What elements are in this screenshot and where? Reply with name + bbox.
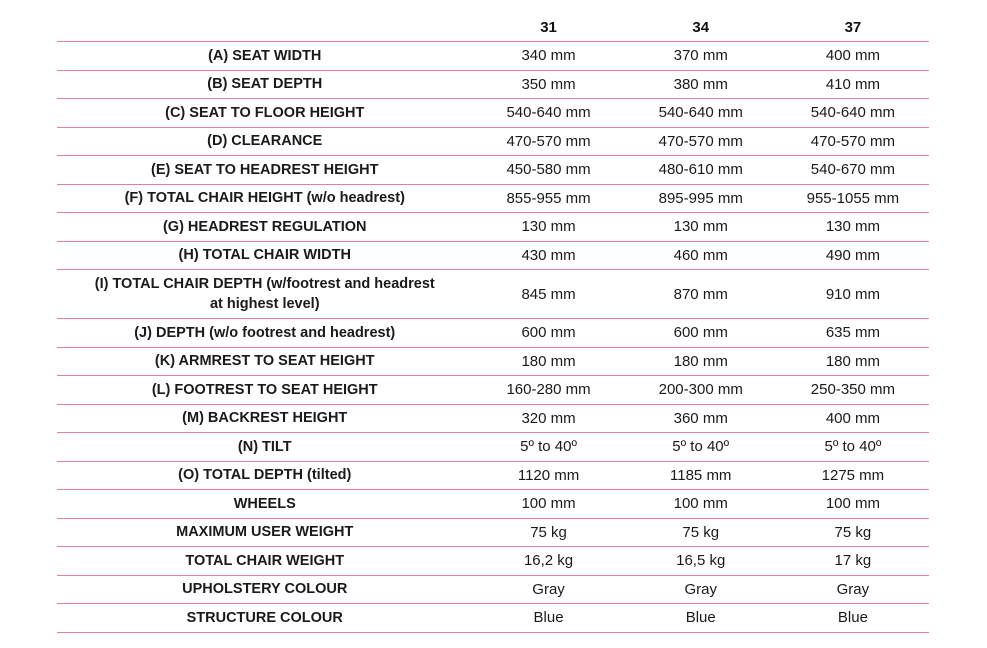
value-size-34: 470-570 mm <box>625 127 777 156</box>
row-label: (G) HEADREST REGULATION <box>57 213 472 242</box>
value-size-31: 470-570 mm <box>472 127 624 156</box>
row-label: STRUCTURE COLOUR <box>57 604 472 633</box>
value-size-37: 955-1055 mm <box>777 184 929 213</box>
row-label: (L) FOOTREST TO SEAT HEIGHT <box>57 376 472 405</box>
value-size-37: 635 mm <box>777 319 929 348</box>
table-row <box>57 575 929 604</box>
table-row <box>57 270 929 319</box>
value-size-34: 180 mm <box>625 347 777 376</box>
value-size-37: 400 mm <box>777 404 929 433</box>
table-row <box>57 319 929 348</box>
value-size-31: 180 mm <box>472 347 624 376</box>
value-size-37: 5º to 40º <box>777 433 929 462</box>
value-size-34: 895-995 mm <box>625 184 777 213</box>
value-size-37: Blue <box>777 604 929 633</box>
value-size-34: 360 mm <box>625 404 777 433</box>
value-size-34: 380 mm <box>625 70 777 99</box>
row-label: TOTAL CHAIR WEIGHT <box>57 547 472 576</box>
table-row <box>57 547 929 576</box>
value-size-34: 460 mm <box>625 241 777 270</box>
table-row <box>57 156 929 185</box>
table-row <box>57 604 929 633</box>
row-label: (E) SEAT TO HEADREST HEIGHT <box>57 156 472 185</box>
value-size-34: 1185 mm <box>625 461 777 490</box>
value-size-31: 75 kg <box>472 518 624 547</box>
row-label: (H) TOTAL CHAIR WIDTH <box>57 241 472 270</box>
row-label: WHEELS <box>57 490 472 519</box>
row-label: (A) SEAT WIDTH <box>57 42 472 71</box>
row-label: (J) DEPTH (w/o footrest and headrest) <box>57 319 472 348</box>
value-size-31: 430 mm <box>472 241 624 270</box>
value-size-31: 855-955 mm <box>472 184 624 213</box>
value-size-37: 400 mm <box>777 42 929 71</box>
row-label: (B) SEAT DEPTH <box>57 70 472 99</box>
value-size-34: 5º to 40º <box>625 433 777 462</box>
table-row <box>57 433 929 462</box>
spec-body <box>57 42 929 633</box>
value-size-37: 75 kg <box>777 518 929 547</box>
value-size-37: 410 mm <box>777 70 929 99</box>
value-size-31: 320 mm <box>472 404 624 433</box>
value-size-31: Gray <box>472 575 624 604</box>
value-size-31: 160-280 mm <box>472 376 624 405</box>
row-label: (M) BACKREST HEIGHT <box>57 404 472 433</box>
value-size-37: Gray <box>777 575 929 604</box>
header-row <box>57 14 929 42</box>
table-row <box>57 347 929 376</box>
table-row <box>57 184 929 213</box>
row-label: UPHOLSTERY COLOUR <box>57 575 472 604</box>
table-row <box>57 99 929 128</box>
value-size-34: 75 kg <box>625 518 777 547</box>
table-row <box>57 461 929 490</box>
table-row <box>57 404 929 433</box>
table-row <box>57 490 929 519</box>
value-size-31: 1120 mm <box>472 461 624 490</box>
value-size-34: 370 mm <box>625 42 777 71</box>
value-size-31: 5º to 40º <box>472 433 624 462</box>
table-row <box>57 70 929 99</box>
row-label: (C) SEAT TO FLOOR HEIGHT <box>57 99 472 128</box>
row-label: MAXIMUM USER WEIGHT <box>57 518 472 547</box>
value-size-37: 180 mm <box>777 347 929 376</box>
table-row <box>57 518 929 547</box>
value-size-31: 130 mm <box>472 213 624 242</box>
row-label: (D) CLEARANCE <box>57 127 472 156</box>
value-size-37: 100 mm <box>777 490 929 519</box>
value-size-34: 200-300 mm <box>625 376 777 405</box>
value-size-34: 16,5 kg <box>625 547 777 576</box>
row-label: (K) ARMREST TO SEAT HEIGHT <box>57 347 472 376</box>
value-size-37: 540-640 mm <box>777 99 929 128</box>
value-size-34: 480-610 mm <box>625 156 777 185</box>
table-row <box>57 241 929 270</box>
value-size-31: 340 mm <box>472 42 624 71</box>
value-size-31: 16,2 kg <box>472 547 624 576</box>
header-size-34: 34 <box>625 14 777 42</box>
value-size-37: 490 mm <box>777 241 929 270</box>
value-size-37: 540-670 mm <box>777 156 929 185</box>
row-label: (O) TOTAL DEPTH (tilted) <box>57 461 472 490</box>
value-size-34: 100 mm <box>625 490 777 519</box>
value-size-31: 600 mm <box>472 319 624 348</box>
value-size-37: 470-570 mm <box>777 127 929 156</box>
value-size-34: Blue <box>625 604 777 633</box>
value-size-31: 450-580 mm <box>472 156 624 185</box>
header-size-31: 31 <box>472 14 624 42</box>
header-size-37: 37 <box>777 14 929 42</box>
value-size-37: 250-350 mm <box>777 376 929 405</box>
value-size-34: 130 mm <box>625 213 777 242</box>
row-label: (N) TILT <box>57 433 472 462</box>
value-size-31: 350 mm <box>472 70 624 99</box>
header-label-cell <box>57 14 472 42</box>
table-row <box>57 42 929 71</box>
value-size-37: 1275 mm <box>777 461 929 490</box>
value-size-37: 17 kg <box>777 547 929 576</box>
spec-table <box>57 14 929 633</box>
value-size-34: 600 mm <box>625 319 777 348</box>
value-size-34: Gray <box>625 575 777 604</box>
table-row <box>57 376 929 405</box>
row-label: (I) TOTAL CHAIR DEPTH (w/footrest and headrest at highest level) <box>57 270 472 319</box>
row-label: (F) TOTAL CHAIR HEIGHT (w/o headrest) <box>57 184 472 213</box>
value-size-34: 870 mm <box>625 270 777 319</box>
value-size-31: 100 mm <box>472 490 624 519</box>
value-size-34: 540-640 mm <box>625 99 777 128</box>
value-size-31: 540-640 mm <box>472 99 624 128</box>
value-size-37: 130 mm <box>777 213 929 242</box>
table-row <box>57 213 929 242</box>
table-row <box>57 127 929 156</box>
value-size-37: 910 mm <box>777 270 929 319</box>
value-size-31: Blue <box>472 604 624 633</box>
value-size-31: 845 mm <box>472 270 624 319</box>
